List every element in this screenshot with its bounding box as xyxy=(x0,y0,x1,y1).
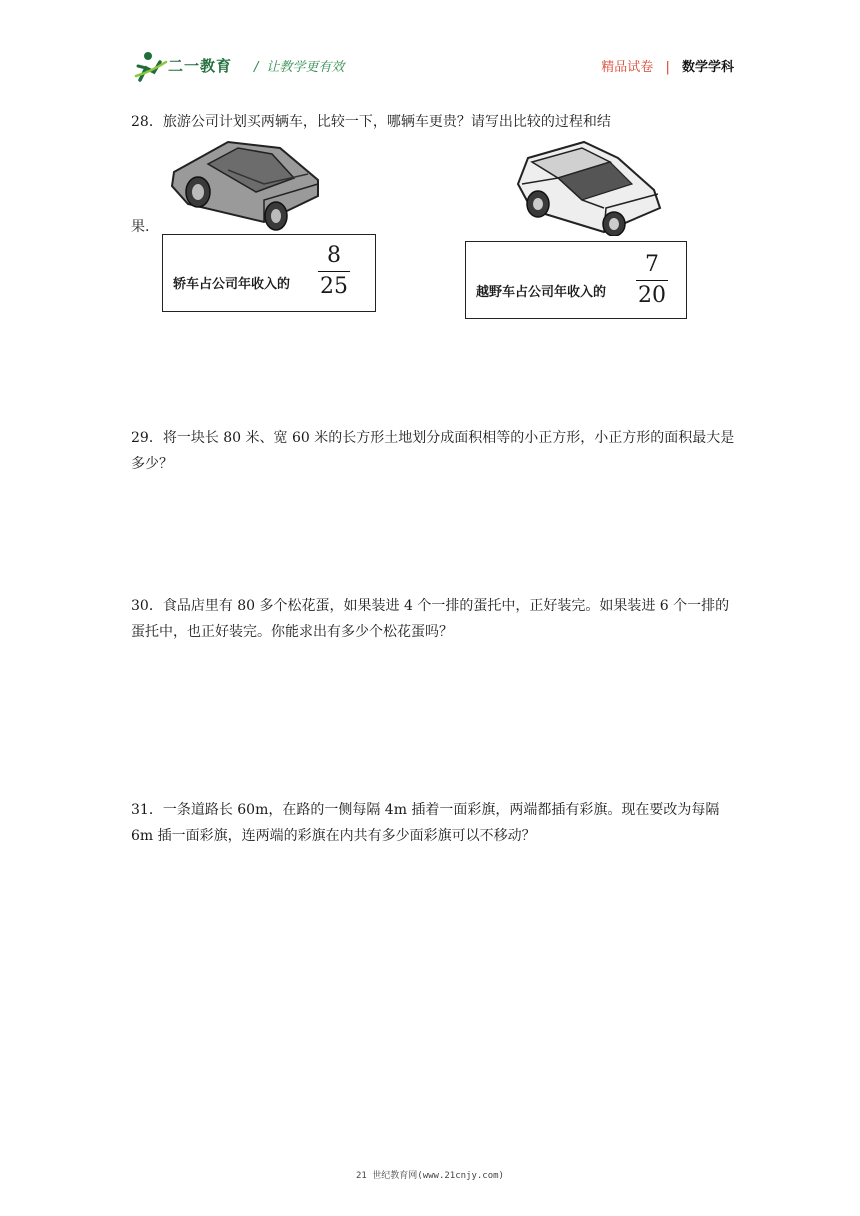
question-28: 28．旅游公司计划买两辆车，比较一下，哪辆车更贵？请写出比较的过程和结 xyxy=(131,114,611,130)
suv-fraction xyxy=(636,252,668,309)
sedan-fraction xyxy=(318,243,350,300)
page-header xyxy=(134,46,734,86)
tag-premium: 精品试卷 xyxy=(601,60,654,75)
slogan-text: 让教学更有效 xyxy=(266,60,345,75)
suv-numerator: 7 xyxy=(645,252,659,277)
suv-car-image xyxy=(514,138,664,236)
sedan-numerator: 8 xyxy=(327,243,341,268)
header-slogan xyxy=(254,56,344,75)
question-28-tail: 果. xyxy=(131,219,150,235)
suv-income-label: 越野车占公司年收入的 xyxy=(476,285,607,300)
question-29: 29．将一块长 80 米、宽 60 米的长方形土地划分成面积相等的小正方形，小正方形的面积最大是多少？ xyxy=(131,430,735,472)
logo-text: 二一教育 xyxy=(168,57,233,75)
page-footer: 21 世纪教育网(www.21cnjy.com) xyxy=(356,1171,504,1181)
suv-income-box xyxy=(465,241,687,319)
sedan-income-label: 轿车占公司年收入的 xyxy=(173,277,291,292)
fraction-bar xyxy=(318,271,350,272)
question-30: 30．食品店里有 80 多个松花蛋，如果装进 4 个一排的蛋托中，正好装完。如果装进 6 个一排的蛋托中，也正好装完。你能求出有多少个松花蛋吗？ xyxy=(131,598,730,640)
fraction-bar xyxy=(636,280,668,281)
tag-subject: 数学学科 xyxy=(681,60,734,75)
sedan-income-box xyxy=(162,234,376,312)
tag-separator: | xyxy=(665,60,670,75)
suv-denominator: 20 xyxy=(638,283,666,308)
header-tags xyxy=(601,56,734,75)
sedan-car-image xyxy=(168,134,324,232)
sedan-denominator: 25 xyxy=(320,274,348,299)
slash-divider: / xyxy=(254,60,259,75)
question-31: 31．一条道路长 60m，在路的一侧每隔 4m 插着一面彩旗，两端都插有彩旗。现在要改为每隔 6m 插一面彩旗，连两端的彩旗在内共有多少面彩旗可以不移动？ xyxy=(131,802,720,844)
